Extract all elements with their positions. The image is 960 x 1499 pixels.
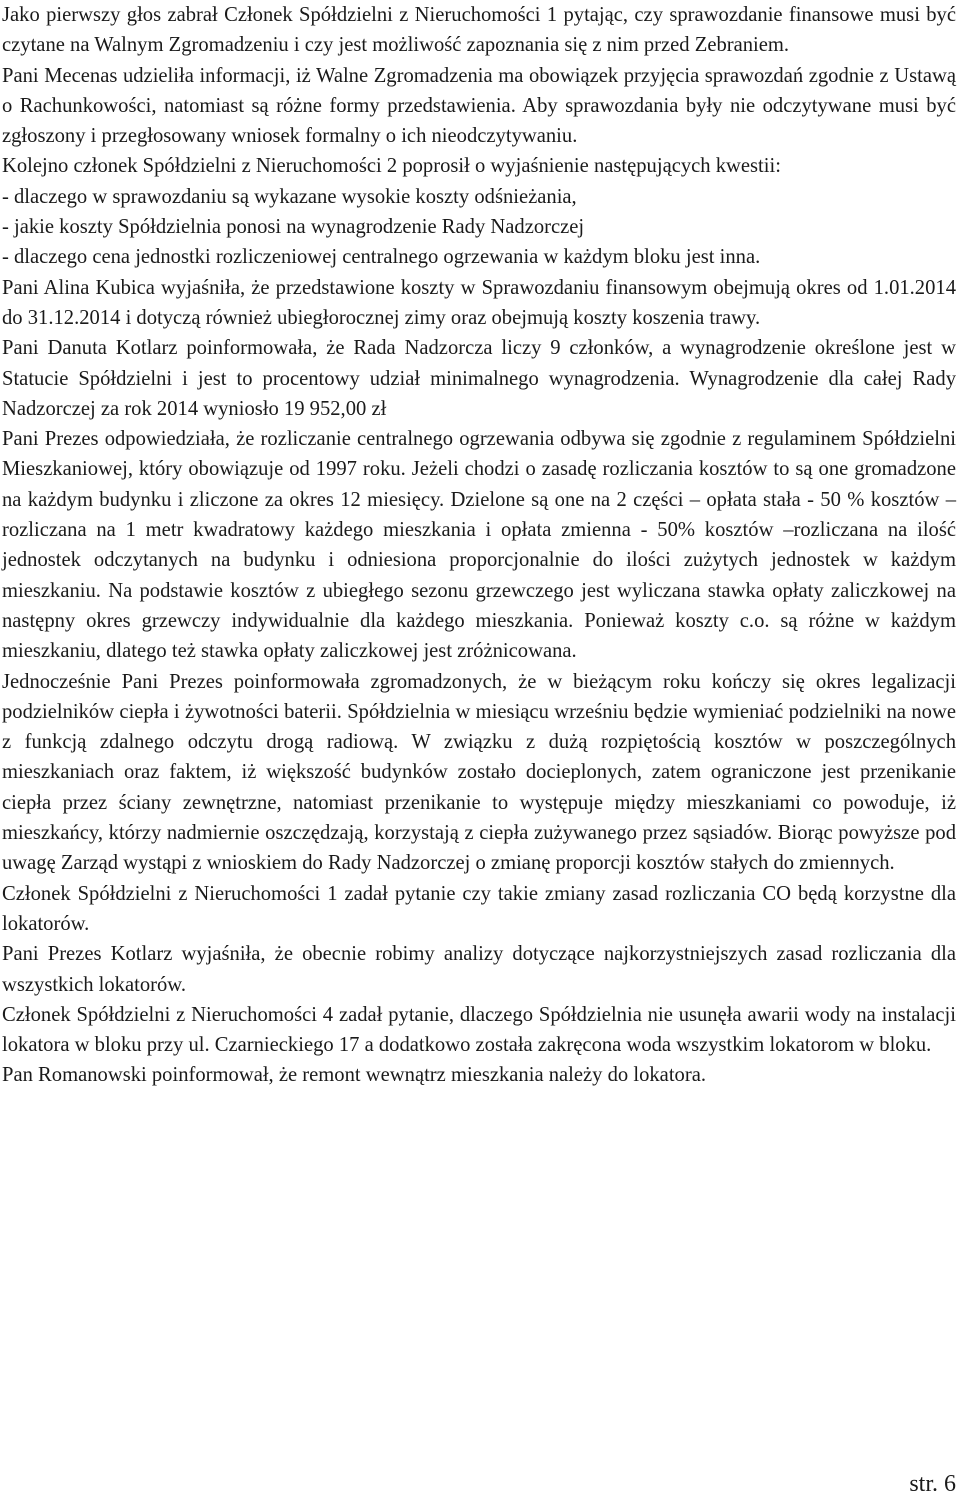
paragraph-kotlarz-answer: Pani Danuta Kotlarz poinformowała, że Rada Nadzorcza liczy 9 członków, a wynagrodzenie określone jest w Statucie Spółdzielni i jest to procentowy udział minimalnego wynagrodzenia. Wynagrodzenie dla całej Rady Nadzorczej za rok 2014 wyniosło 19 952,00 zł — [2, 337, 956, 420]
list-item-snow-costs: - dlaczego w sprawozdaniu są wykazane wysokie koszty odśnieżania, — [2, 185, 577, 208]
paragraph-kubica-answer: Pani Alina Kubica wyjaśniła, że przedstawione koszty w Sprawozdaniu finansowym obejmują okres od 1.01.2014 do 31.12.2014 i dotyczą również ubiegłorocznej zimy oraz obejmują koszty koszenia trawy. — [2, 276, 956, 329]
paragraph-question-co: Członek Spółdzielni z Nieruchomości 1 zadał pytanie czy takie zmiany zasad rozliczania CO będą korzystne dla lokatorów. — [2, 882, 956, 935]
paragraph-mecenas-answer: Pani Mecenas udzieliła informacji, iż Walne Zgromadzenia ma obowiązek przyjęcia sprawozdań zgodnie z Ustawą o Rachunkowości, natomiast są różne formy przedstawienia. Aby sprawozdania były nie odczytywane musi być zgłoszony i przegłosowany wniosek formalny o ich nieodczytywaniu. — [2, 64, 956, 148]
list-item-board-salary: - jakie koszty Spółdzielnia ponosi na wynagrodzenie Rady Nadzorczej — [2, 216, 585, 239]
paragraph-question-1: Jako pierwszy głos zabrał Członek Spółdzielni z Nieruchomości 1 pytając, czy sprawozdanie finansowe musi być czytane na Walnym Zgromadzeniu i czy jest możliwość zapoznania się z nim przed Zebraniem. — [2, 4, 956, 57]
page-number: str. 6 — [909, 1471, 956, 1497]
document-body — [2, 0, 956, 1091]
paragraph-kotlarz-analysis: Pani Prezes Kotlarz wyjaśniła, że obecnie robimy analizy dotyczące najkorzystniejszych zasad rozliczania dla wszystkich lokatorów. — [2, 943, 956, 996]
paragraph-heating-settlement: Pani Prezes odpowiedziała, że rozliczanie centralnego ogrzewania odbywa się zgodnie z regulaminem Spółdzielni Mieszkaniowej, który obowiązuje od 1997 roku. Jeżeli chodzi o zasadę rozliczania kosztów to są one gromadzone na każdym budynku i zliczone za okres 12 miesięcy. Dzielone są one na 2 części – opłata stała - 50 % kosztów – rozliczana na 1 metr kwadratowy każdego mieszkania i opłata zmienna - 50% kosztów –rozliczana na ilość jednostek odczytanych na budynku i odniesiona proporcjonalnie do ilości zużytych jednostek w każdym mieszkaniu. Na podstawie kosztów z ubiegłego sezonu grzewczego jest wyliczana stawka opłaty zaliczkowej na następny okres grzewczy indywidualnie dla każdego mieszkania. Ponieważ koszty c.o. są różne w każdym mieszkaniu, dlatego też stawka opłaty zaliczkowej jest zróżnicowana. — [2, 428, 956, 663]
paragraph-romanowski-answer: Pan Romanowski poinformował, że remont wewnątrz mieszkania należy do lokatora. — [2, 1064, 706, 1087]
list-item-heating-price: - dlaczego cena jednostki rozliczeniowej centralnego ogrzewania w każdym bloku jest inna. — [2, 246, 761, 269]
paragraph-heat-meters: Jednocześnie Pani Prezes poinformowała zgromadzonych, że w bieżącym roku kończy się okres legalizacji podzielników ciepła i żywotności baterii. Spółdzielnia w miesiącu wrześniu będzie wymieniać podzielniki na nowe z funkcją zdalnego odczytu drogą radiową. W związku z dużą rozpiętością kosztów w poszczególnych mieszkaniach oraz faktem, iż większość budynków zostało docieplonych, zatem ograniczone jest przenikanie ciepła przez ściany zewnętrzne, natomiast przenikanie to występuje między mieszkaniami co powoduje, iż mieszkańcy, którzy nadmiernie oszczędzają, korzystają z ciepła zużywanego przez sąsiadów. Biorąc powyższe pod uwagę Zarząd wystąpi z wnioskiem do Rady Nadzorczej o zmianę proporcji kosztów stałych do zmiennych. — [2, 670, 956, 875]
paragraph-question-water: Członek Spółdzielni z Nieruchomości 4 zadał pytanie, dlaczego Spółdzielnia nie usunęła awarii wody na instalacji lokatora w bloku przy ul. Czarnieckiego 17 a dodatkowo została zakręcona woda wszystkim lokatorom w bloku. — [2, 1003, 956, 1057]
paragraph-question-2: Kolejno członek Spółdzielni z Nieruchomości 2 poprosił o wyjaśnienie następujących kwestii: — [2, 155, 781, 178]
